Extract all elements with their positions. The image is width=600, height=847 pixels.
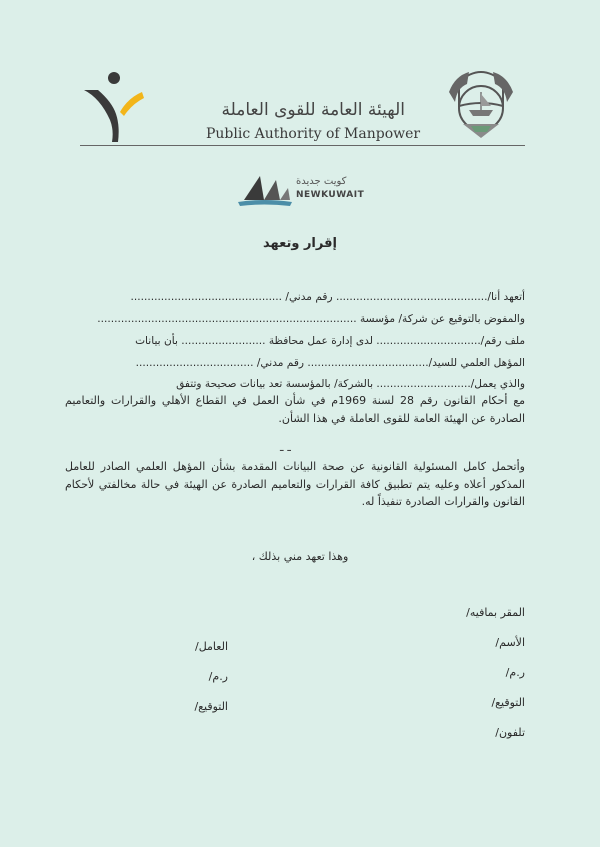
field-file-number: ملف رقم/............................... لدى إدارة عمل محافظة ......................... بأن بيانات [135, 335, 525, 347]
kuwait-emblem-icon [445, 62, 517, 140]
org-name-arabic: الهيئة العامة للقوى العاملة [221, 100, 405, 120]
header-divider [80, 145, 525, 146]
field-qualification: المؤهل العلمي للسيد/.................................... رقم مدني/ ................................... [135, 357, 525, 369]
civil-id-label-left: ر.م/ [208, 670, 228, 683]
signature-label-left: التوقيع/ [194, 700, 228, 713]
document-title: إقرار وتعهد [263, 236, 337, 251]
declarant-heading: المقر بمافيه/ [466, 606, 525, 619]
responsibility-paragraph: وأتحمل كامل المسئولية القانونية عن صحة البيانات المقدمة بشأن المؤهل العلمي الصادر للعامل المذكور أعلاه وعليه يتم تطبيق كافة القرارات والتعاميم الصادرة عن الهيئة في حالة مخالفتي لأحكام القانون والقرارات الصادرة تنفيذاً له. [65, 460, 525, 508]
phone-label: تلفون/ [495, 726, 525, 739]
manpower-logo-icon [78, 68, 148, 148]
name-label: الأسم/ [495, 636, 525, 649]
newkuwait-logo-icon [234, 170, 294, 210]
field-job: والذي يعمل/............................ بالشركة/ بالمؤسسة تعد بيانات صحيحة وتتفق [176, 378, 525, 390]
field-name-civil-id: أتعهد أنا/............................................. رقم مدني/ ............................................. [130, 291, 525, 303]
closing-statement: وهذا تعهد مني بذلك ، [251, 550, 349, 563]
worker-label: العامل/ [195, 640, 228, 653]
law-paragraph: مع أحكام القانون رقم 28 لسنة 1969م في شأن العمل في القطاع الأهلي والقرارات والتعاميم الصادرة عن الهيئة العامة للقوى العاملة في هذا الشأن. [65, 394, 526, 425]
org-name-english: Public Authority of Manpower [206, 126, 421, 142]
newkuwait-english: NEWKUWAIT [296, 190, 365, 200]
separator-mark: ـ ـ [280, 440, 291, 454]
civil-id-label-right: ر.م/ [505, 666, 525, 679]
newkuwait-arabic: كويت جديدة [296, 176, 347, 187]
field-company: والمفوض بالتوقيع عن شركة/ مؤسسة ............................................................................. [97, 313, 525, 325]
signature-label-right: التوقيع/ [491, 696, 525, 709]
